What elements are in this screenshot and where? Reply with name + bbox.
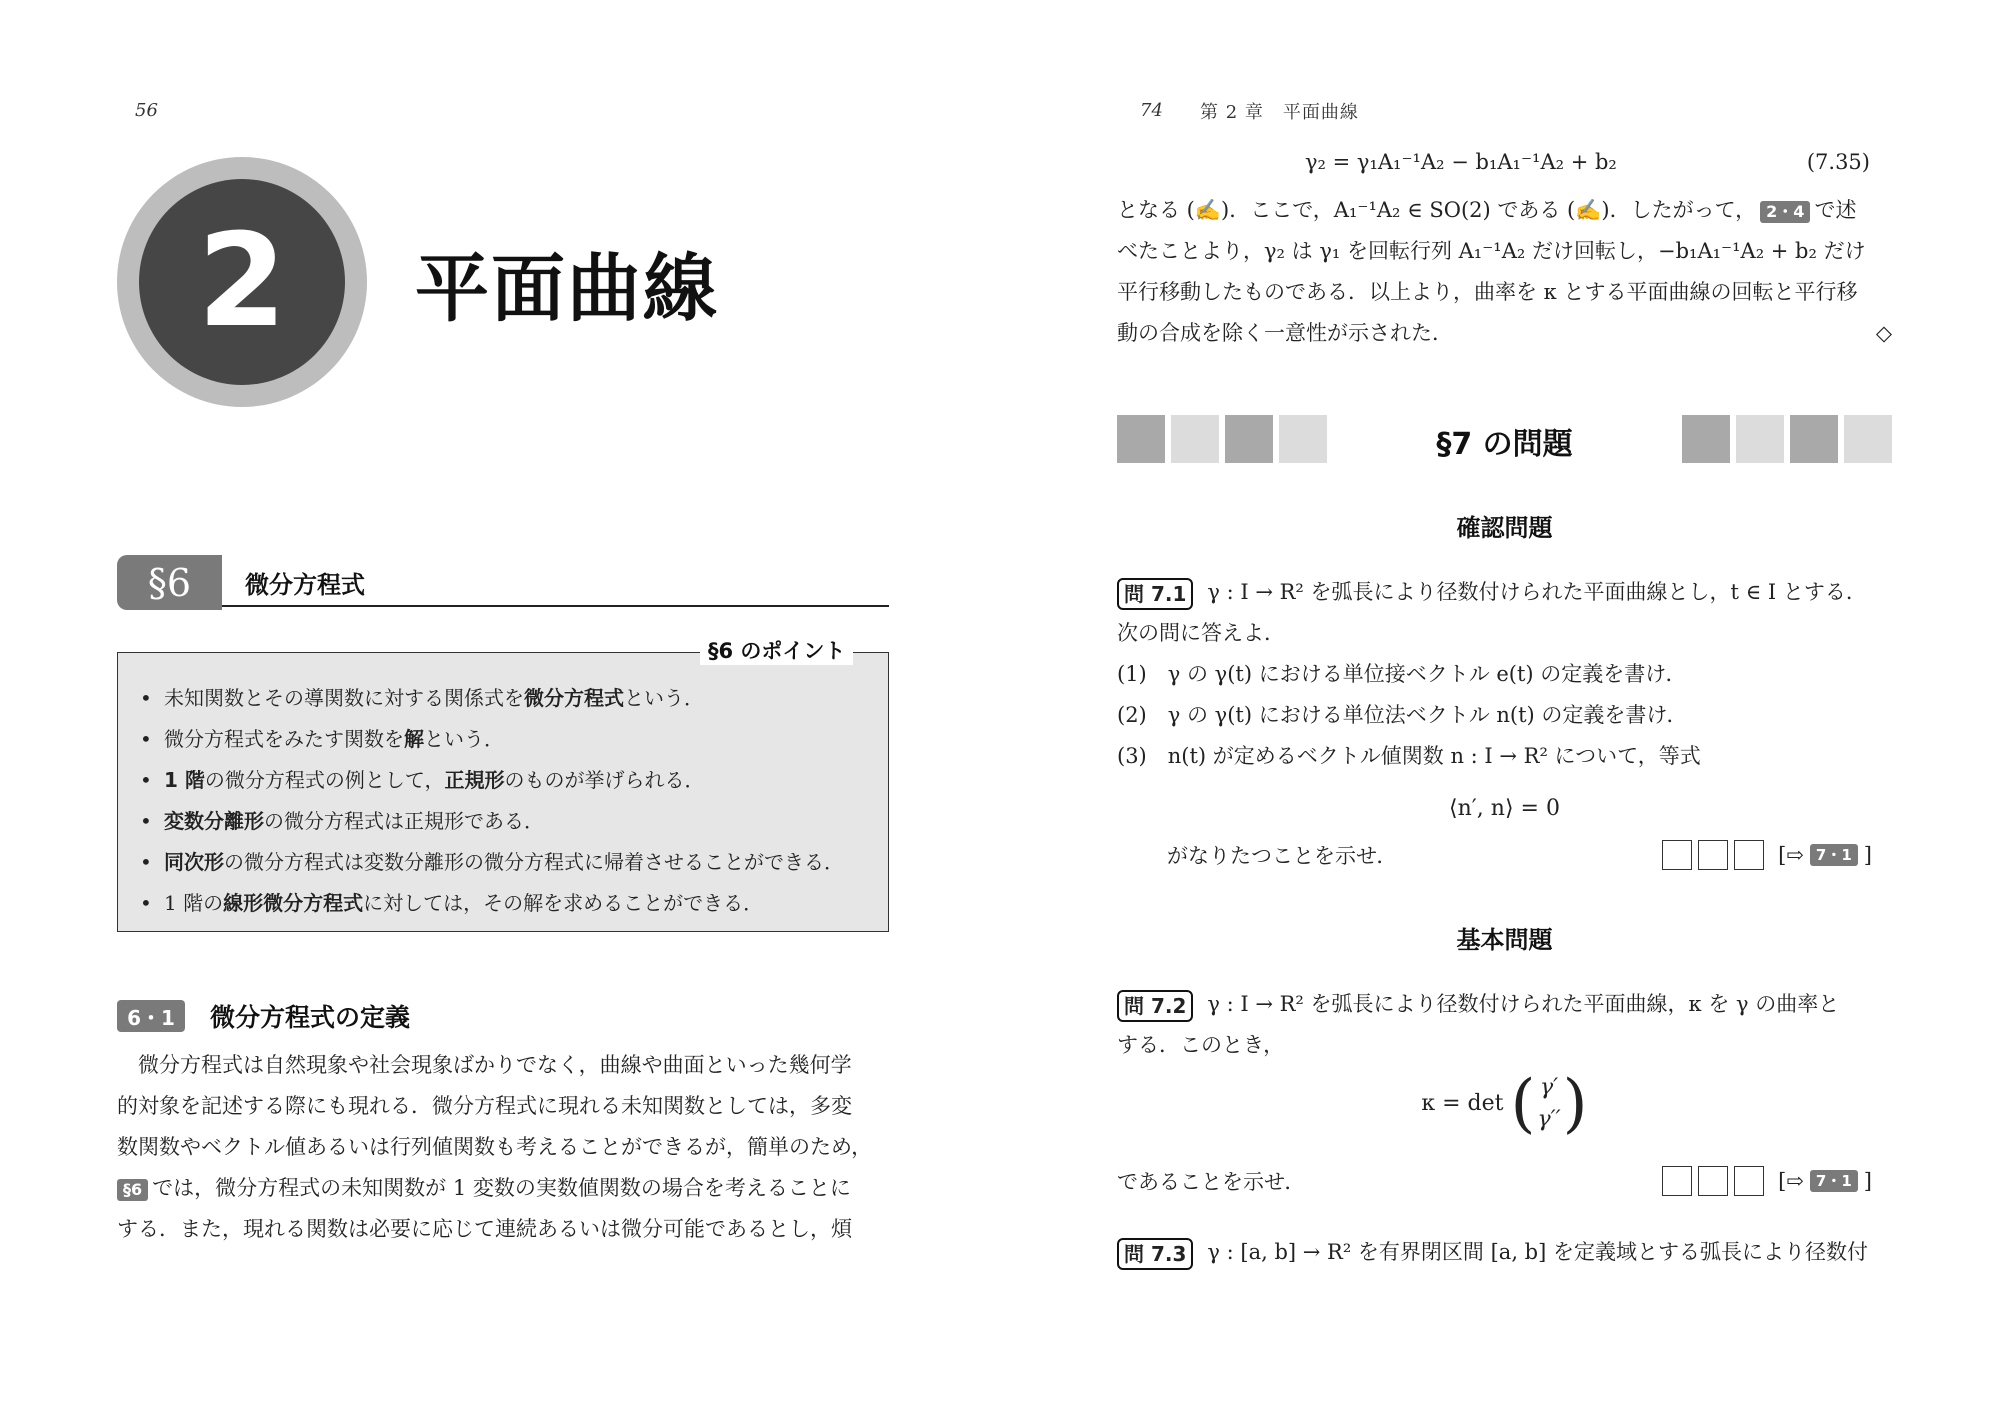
chapter-title: 平面曲線 (415, 246, 719, 332)
problem-7-1-checkboxes (1662, 840, 1872, 870)
section-ref-badge[interactable]: 2・4 (1760, 201, 1810, 223)
proof-line: 平行移動したものである．以上より，曲率を κ とする平面曲線の回転と平行移 (1117, 280, 1858, 304)
problem-7-1 (1117, 572, 1892, 777)
problem-label: 問 7.3 (1117, 1238, 1193, 1270)
problem-line: する．このとき， (1117, 1033, 1285, 1057)
section-title: 微分方程式 (245, 571, 365, 599)
section-ref-badge[interactable]: 7・1 (1810, 844, 1858, 866)
body-line: 数関数やベクトル値あるいは行列値関数も考えることができるが，簡単のため， (117, 1135, 873, 1159)
proof-paragraph (1117, 190, 1892, 354)
problem-line: 次の問に答えよ． (1117, 621, 1285, 645)
basic-heading: 基本問題 (1456, 926, 1553, 954)
progress-checkbox[interactable] (1734, 1166, 1764, 1196)
proof-line: となる (✍)．ここで，A₁⁻¹A₂ ∈ SO(2) である (✍)．したがって， 2・4 で述 (1117, 198, 1857, 222)
ref-close: ] (1863, 1169, 1872, 1193)
progress-checkbox[interactable] (1698, 1166, 1728, 1196)
banner-square (1682, 415, 1730, 463)
right-page-number: 74 (1140, 100, 1163, 121)
proof-line: 動の合成を除く一意性が示された． ◇ (1117, 313, 1892, 354)
matrix: ( γ′ γ′′ ) (1510, 1067, 1588, 1141)
points-list (140, 678, 870, 924)
problem-7-1-closing: がなりたつことを示せ． (1167, 844, 1398, 868)
problem-7-3 (1117, 1232, 1892, 1273)
problem-line: 問 7.2 γ : I → R² を弧長により径数付けられた平面曲線，κ を γ の曲率と (1117, 984, 1892, 1025)
ref-arrow: [⇨ (1778, 843, 1804, 867)
progress-checkbox[interactable] (1698, 840, 1728, 870)
proof-line: べたことより，γ₂ は γ₁ を回転行列 A₁⁻¹A₂ だけ回転し，−b₁A₁⁻¹A₂ + b₂ だけ (1117, 239, 1866, 263)
problem-line: 問 7.3 γ : [a, b] → R² を有界閉区間 [a, b] を定義域とする弧長により径数付 (1117, 1232, 1892, 1273)
point-item: • 1 階の微分方程式の例として，正規形のものが挙げられる． (140, 760, 870, 801)
progress-checkbox[interactable] (1662, 1166, 1692, 1196)
point-item: • 変数分離形の微分方程式は正規形である． (140, 801, 870, 842)
problem-7-1-equation: ⟨n′, n⟩ = 0 (1449, 796, 1560, 821)
problem-label: 問 7.1 (1117, 578, 1193, 610)
problem-line: 問 7.1 γ : I → R² を弧長により径数付けられた平面曲線とし，t ∈ I とする． (1117, 572, 1892, 613)
point-item: • 微分方程式をみたす関数を解という． (140, 719, 870, 760)
chapter-number: 2 (197, 207, 287, 356)
point-item: • 未知関数とその導関数に対する関係式を微分方程式という． (140, 678, 870, 719)
ref-close: ] (1863, 843, 1872, 867)
problem-item: (1) γ の γ(t) における単位接ベクトル e(t) の定義を書け． (1117, 662, 1687, 686)
banner-square (1790, 415, 1838, 463)
problems-banner (1117, 415, 1892, 463)
body-line-with-ref: §6 では，微分方程式の未知関数が 1 変数の実数値関数の場合を考えることに (117, 1168, 889, 1209)
progress-checkbox[interactable] (1662, 840, 1692, 870)
point-item: • 1 階の線形微分方程式に対しては，その解を求めることができる． (140, 883, 870, 924)
subsection-title: 微分方程式の定義 (210, 1003, 411, 1032)
progress-checkbox[interactable] (1734, 840, 1764, 870)
equation-number: (7.35) (1806, 150, 1870, 174)
problem-7-2-checkboxes (1662, 1166, 1872, 1196)
section-ref-badge[interactable]: §6 (117, 1179, 148, 1201)
subsection-badge: 6・1 (117, 1000, 185, 1032)
problems-title: §7 の問題 (1436, 427, 1573, 462)
running-head: 第 2 章 平面曲線 (1200, 102, 1359, 123)
body-line: する．また，現れる関数は必要に応じて連続あるいは微分可能であるとし，煩 (117, 1217, 852, 1241)
problem-item: (2) γ の γ(t) における単位法ベクトル n(t) の定義を書け． (1117, 703, 1688, 727)
banner-square (1844, 415, 1892, 463)
qed-symbol: ◇ (1875, 321, 1892, 345)
left-page-number: 56 (135, 100, 158, 121)
problem-7-2 (1117, 984, 1892, 1066)
top-equation: γ₂ = γ₁A₁⁻¹A₂ − b₁A₁⁻¹A₂ + b₂ (1305, 150, 1617, 174)
body-line: 微分方程式は自然現象や社会現象ばかりでなく，曲線や曲面といった幾何学 (138, 1053, 852, 1077)
banner-square (1736, 415, 1784, 463)
body-paragraph (117, 1045, 889, 1250)
points-label: §6 のポイント (700, 637, 853, 665)
problem-item: (3) n(t) が定めるベクトル値関数 n : I → R² について，等式 (1117, 744, 1701, 768)
confirm-heading: 確認問題 (1456, 514, 1553, 542)
problem-7-2-equation: κ = det ( γ′ γ′′ ) (1421, 1067, 1588, 1141)
section-rule (222, 605, 889, 607)
chapter-emblem (139, 179, 345, 385)
section-badge: §6 (117, 555, 222, 610)
right-page (1000, 0, 2000, 1419)
ref-arrow: [⇨ (1778, 1169, 1804, 1193)
body-line: 的対象を記述する際にも現れる．微分方程式に現れる未知関数としては，多変 (117, 1094, 852, 1118)
section-ref-badge[interactable]: 7・1 (1810, 1170, 1858, 1192)
problem-7-2-closing: であることを示せ． (1117, 1170, 1306, 1194)
problem-label: 問 7.2 (1117, 990, 1193, 1022)
point-item: • 同次形の微分方程式は変数分離形の微分方程式に帰着させることができる． (140, 842, 870, 883)
